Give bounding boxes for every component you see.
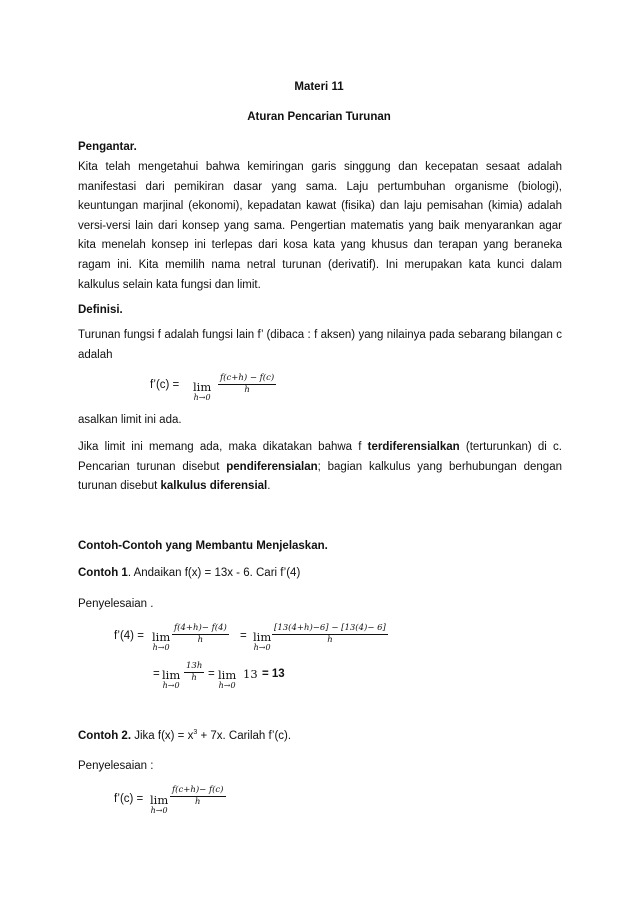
definition-paragraph-2 <box>78 438 562 497</box>
para2-part-e: ; bagian kalkulus yang berhubungan dengan turunan disebut <box>78 460 562 493</box>
example-2-label: Contoh 2. <box>78 730 132 742</box>
example-2-lhs: f’(c) = <box>114 793 144 805</box>
fraction-denominator: h <box>218 384 276 396</box>
definition-paragraph: Turunan fungsi f adalah fungsi lain f’ (dibaca : f aksen) yang nilainya pada sebarang bilangan c adalah <box>78 329 562 361</box>
example-1-solution-label: Penyelesaian . <box>78 598 154 610</box>
example-1-equals-1: = <box>240 630 247 642</box>
limit-subscript: h→0 <box>152 643 170 652</box>
example-1-limit-3 <box>162 669 180 691</box>
fraction-numerator: f(c+h) − f(c) <box>220 373 275 383</box>
example-2-limit <box>150 794 168 816</box>
example-1-statement <box>78 564 300 583</box>
example-2-text-b: + 7x. Carilah f’(c). <box>197 730 292 742</box>
limit-symbol: lim <box>152 630 171 644</box>
example-1-lhs: f’(4) = <box>114 630 144 642</box>
example-1-constant: 13 <box>243 667 258 681</box>
example-2-fraction <box>170 785 226 808</box>
limit-subscript: h→0 <box>162 681 180 690</box>
example-1-fraction-2 <box>272 623 388 646</box>
limit-symbol: lim <box>150 793 169 807</box>
fraction-denominator: h <box>272 634 388 646</box>
fraction-denominator: h <box>172 634 229 646</box>
limit-subscript: h→0 <box>150 806 168 815</box>
limit-symbol: lim <box>162 668 181 682</box>
example-1-label: Contoh 1 <box>78 567 128 579</box>
fraction-denominator: h <box>170 796 226 808</box>
example-1-equals-3: = <box>208 668 215 680</box>
limit-symbol: lim <box>218 668 237 682</box>
para2-part-g: . <box>267 480 271 493</box>
para2-part-c: (terturunkan) di c. Pencarian turunan disebut <box>78 441 562 473</box>
term-kalkulus-diferensial: kalkulus diferensial <box>160 480 268 493</box>
example-1-fraction-1 <box>172 623 229 646</box>
definition-limit <box>193 381 211 403</box>
para2-part-a: Jika limit ini memang ada, maka dikatakan bahwa f <box>78 441 368 453</box>
limit-symbol: lim <box>253 630 272 644</box>
example-2-exponent: 3 <box>193 729 198 737</box>
page-title: Materi 11 <box>294 81 344 93</box>
limit-subscript: h→0 <box>218 681 236 690</box>
example-1-limit-2 <box>253 631 271 653</box>
example-1-limit-4 <box>218 669 236 691</box>
example-2-solution-label: Penyelesaian : <box>78 760 154 772</box>
definition-formula-lhs: f’(c) = <box>150 379 180 391</box>
limit-subscript: h→0 <box>253 643 271 652</box>
example-2-text-a: Jika f(x) = x <box>131 730 194 742</box>
definition-condition: asalkan limit ini ada. <box>78 414 182 426</box>
example-1-limit-1 <box>152 631 170 653</box>
limit-subscript: h→0 <box>193 393 211 402</box>
fraction-numerator: f(c+h)− f(c) <box>172 785 224 795</box>
example-1-equals-2: = <box>153 668 160 680</box>
intro-paragraph: Kita telah mengetahui bahwa kemiringan garis singgung dan kecepatan sesaat adalah manifestasi dari pemikiran dasar yang sama. Laju pertumbuhan organisme (biologi), keuntungan marjinal (ekonomi), kepadatan kawat (fisika) dan laju pemisahan (kimia) adalah versi-versi lain dari konsep yang sama. Pengertian matematis yang baik menyarankan agar kita menelah konsep ini terlepas dari kosa kata yang khusus dan terapan yang beraneka ragam ini. Kita memilih nama netral turunan (derivatif). Ini merupakan kata kunci dalam kalkulus selain kata fungsi dan limit. <box>78 161 562 291</box>
example-1-result: = 13 <box>262 668 285 680</box>
example-2-statement <box>78 727 291 746</box>
intro-heading: Pengantar. <box>78 141 137 153</box>
term-pendiferensialan: pendiferensialan <box>226 460 318 473</box>
example-1-text: . Andaikan f(x) = 13x - 6. Cari f’(4) <box>127 567 301 579</box>
fraction-numerator: f(4+h)− f(4) <box>174 623 227 633</box>
page-subtitle: Aturan Pencarian Turunan <box>247 111 391 123</box>
fraction-numerator: [13(4+h)−6] − [13(4)− 6] <box>274 623 386 633</box>
examples-heading: Contoh-Contoh yang Membantu Menjelaskan. <box>78 540 328 552</box>
term-terdiferensialkan: terdiferensialkan <box>367 441 460 453</box>
definition-heading: Definisi. <box>78 304 123 316</box>
example-1-fraction-3 <box>184 661 204 684</box>
definition-fraction <box>218 373 276 396</box>
limit-symbol: lim <box>193 380 212 394</box>
fraction-denominator: h <box>184 672 204 684</box>
fraction-numerator: 13h <box>186 661 203 671</box>
